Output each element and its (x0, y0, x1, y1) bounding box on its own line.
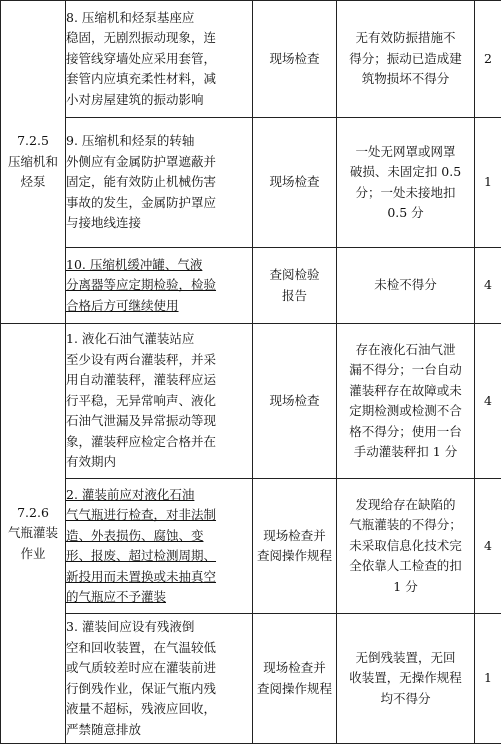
method-line: 查阅操作规程 (253, 546, 336, 567)
score-cell: 4 (475, 324, 501, 479)
criteria-cell (337, 118, 475, 248)
section-number: 7.2.5 (1, 131, 65, 152)
requirement-line: 气气瓶进行检查，对非法制 (66, 505, 252, 526)
method-line: 现场检查并 (253, 526, 336, 547)
requirement-line: 新投用而未置换或未抽真空 (66, 567, 252, 588)
table-row (1, 614, 501, 744)
criteria-line: 发现给存在缺陷的 (337, 495, 474, 516)
method-line: 查阅检验 (253, 265, 336, 286)
section-number: 7.2.6 (1, 503, 65, 524)
criteria-line: 1 分 (337, 577, 474, 598)
method-line: 现场检查并 (253, 658, 336, 679)
section-cell (1, 1, 66, 324)
requirement-line: 严禁随意排放 (66, 720, 252, 741)
table-row (1, 118, 501, 248)
section-title-line: 作业 (1, 544, 65, 565)
requirement-line: 用自动灌装秤，灌装秤应运 (66, 370, 252, 391)
requirement-cell (66, 479, 253, 614)
criteria-cell: 未检不得分 (337, 248, 475, 324)
method-cell (253, 614, 337, 744)
requirement-line: 或气质较差时应在灌装前进 (66, 658, 252, 679)
criteria-cell (337, 614, 475, 744)
criteria-line: 均不得分 (337, 689, 474, 710)
requirement-line: 象，灌装秤应检定合格并在 (66, 432, 252, 453)
criteria-line: 一处无网罩或网罩 (337, 142, 474, 163)
section-title-line: 气瓶灌装 (1, 523, 65, 544)
requirement-line: 固定，能有效防止机械伤害 (66, 172, 252, 193)
requirement-line: 9. 压缩机和烃泵的转轴 (66, 131, 252, 152)
requirement-line: 分离器等应定期检验，检验 (66, 275, 252, 296)
score-cell: 4 (475, 248, 501, 324)
requirement-cell (66, 248, 253, 324)
requirement-cell (66, 324, 253, 479)
criteria-line: 破损、未固定扣 0.5 (337, 162, 474, 183)
criteria-line: 无倒残装置，无回 (337, 648, 474, 669)
table-row (1, 1, 501, 118)
criteria-line: 0.5 分 (337, 203, 474, 224)
requirement-line: 石油气泄漏及异常振动等现 (66, 411, 252, 432)
criteria-line: 分；一处未接地扣 (337, 183, 474, 204)
requirement-cell (66, 614, 253, 744)
method-cell: 现场检查 (253, 118, 337, 248)
criteria-line: 定期检测或检测不合 (337, 401, 474, 422)
score-cell: 1 (475, 118, 501, 248)
requirement-cell (66, 1, 253, 118)
criteria-line: 手动灌装秤扣 1 分 (337, 442, 474, 463)
requirement-line: 稳固，无剧烈振动现象，连 (66, 28, 252, 49)
criteria-cell (337, 324, 475, 479)
method-cell: 现场检查 (253, 1, 337, 118)
requirement-line: 至少设有两台灌装秤，并采 (66, 350, 252, 371)
requirement-line: 外侧应有金属防护罩遮蔽并 (66, 152, 252, 173)
criteria-line: 得分；振动已造成建 (337, 49, 474, 70)
criteria-line: 收装置，无操作规程 (337, 668, 474, 689)
table-row (1, 248, 501, 324)
requirement-line: 1. 液化石油气灌装站应 (66, 329, 252, 350)
criteria-line: 存在液化石油气泄 (337, 340, 474, 361)
requirement-line: 有效期内 (66, 452, 252, 473)
score-cell: 1 (475, 614, 501, 744)
criteria-line: 无有效防振措施不 (337, 28, 474, 49)
requirement-line: 与接地线连接 (66, 213, 252, 234)
method-line: 查阅操作规程 (253, 679, 336, 700)
method-cell (253, 248, 337, 324)
requirement-line: 的气瓶应不予灌装 (66, 587, 252, 608)
criteria-line: 未采取信息化技术完 (337, 536, 474, 557)
requirement-line: 3. 灌装间应设有残液倒 (66, 617, 252, 638)
criteria-cell (337, 1, 475, 118)
requirement-line: 形、报废、超过检测周期、 (66, 546, 252, 567)
requirement-line: 小对房屋建筑的振动影响 (66, 90, 252, 111)
requirement-line: 接管线穿墙处应采用套管， (66, 49, 252, 70)
criteria-cell (337, 479, 475, 614)
section-cell (1, 324, 66, 744)
requirement-line: 造、外表损伤、腐蚀、变 (66, 526, 252, 547)
requirement-line: 事故的发生，金属防护罩应 (66, 193, 252, 214)
requirement-line: 行平稳，无异常响声、液化 (66, 391, 252, 412)
method-line: 报告 (253, 286, 336, 307)
table-row (1, 479, 501, 614)
method-cell: 现场检查 (253, 324, 337, 479)
table-row (1, 324, 501, 479)
method-cell (253, 479, 337, 614)
criteria-line: 格不得分；使用一台 (337, 422, 474, 443)
requirement-line: 液量不超标，残液应回收， (66, 699, 252, 720)
criteria-line: 全依靠人工检查的扣 (337, 556, 474, 577)
requirement-line: 行倒残作业，保证气瓶内残 (66, 679, 252, 700)
criteria-line: 漏不得分；一台自动 (337, 360, 474, 381)
section-title-line: 压缩机和 (1, 152, 65, 173)
requirement-line: 10. 压缩机缓冲罐、气液 (66, 255, 252, 276)
requirement-line: 套管内应填充柔性材料，减 (66, 69, 252, 90)
requirement-line: 空和回收装置，在气温较低 (66, 638, 252, 659)
requirement-line: 2. 灌装前应对液化石油 (66, 485, 252, 506)
score-cell: 2 (475, 1, 501, 118)
criteria-line: 气瓶灌装的不得分； (337, 515, 474, 536)
score-cell: 4 (475, 479, 501, 614)
section-title-line: 烃泵 (1, 172, 65, 193)
requirement-cell (66, 118, 253, 248)
criteria-line: 筑物损坏不得分 (337, 69, 474, 90)
requirement-line: 合格后方可继续使用 (66, 296, 252, 317)
criteria-line: 灌装秤存在故障或未 (337, 381, 474, 402)
requirement-line: 8. 压缩机和烃泵基座应 (66, 8, 252, 29)
